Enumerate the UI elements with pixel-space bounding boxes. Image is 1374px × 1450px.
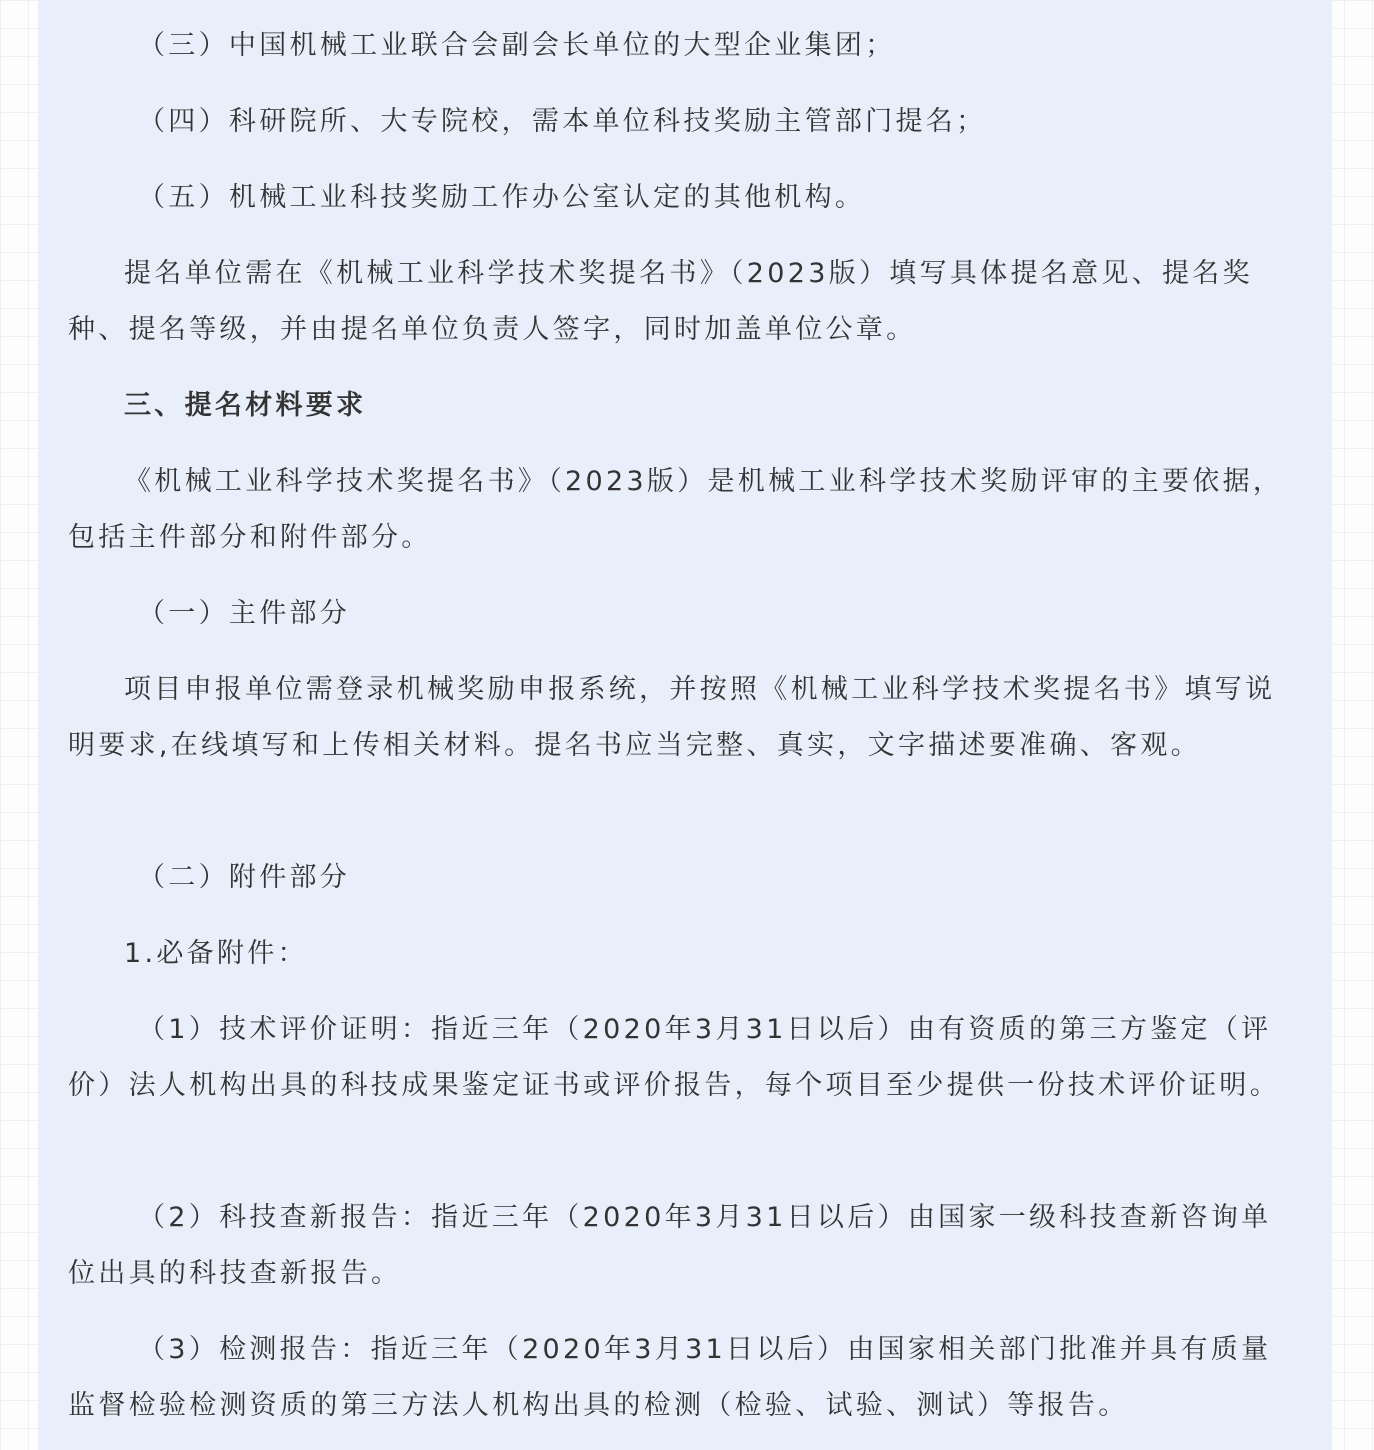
subheading-main-part: （一）主件部分 <box>138 598 351 629</box>
subheading-attachments: （二）附件部分 <box>138 862 351 893</box>
paragraph-main-part-details: 项目申报单位需登录机械奖励申报系统，并按照《机械工业科学技术奖提名书》填写说明要求,在线填写和上传相关材料。提名书应当完整、真实，文字描述要准确、客观。 <box>68 674 1276 761</box>
paragraph-nominator-requirement: 提名单位需在《机械工业科学技术奖提名书》（2023版）填写具体提名意见、提名奖种、提名等级，并由提名单位负责人签字，同时加盖单位公章。 <box>68 258 1253 345</box>
section-heading-materials: 三、提名材料要求 <box>124 390 367 421</box>
paragraph-tech-evaluation: （1）技术评价证明：指近三年（2020年3月31日以后）由有资质的第三方鉴定（评价）法人机构出具的科技成果鉴定证书或评价报告，每个项目至少提供一份技术评价证明。 <box>68 1014 1280 1101</box>
paragraph-org-type-3: （三）中国机械工业联合会副会长单位的大型企业集团； <box>138 30 896 61</box>
paragraph-novelty-report: （2）科技查新报告：指近三年（2020年3月31日以后）由国家一级科技查新咨询单位出具的科技查新报告。 <box>68 1202 1272 1289</box>
paragraph-nomination-book-intro: 《机械工业科学技术奖提名书》（2023版）是机械工业科学技术奖励评审的主要依据，包括主件部分和附件部分。 <box>68 466 1284 553</box>
subheading-required-attachments: 1.必备附件： <box>124 938 308 969</box>
paragraph-test-report: （3）检测报告：指近三年（2020年3月31日以后）由国家相关部门批准并具有质量监督检验检测资质的第三方法人机构出具的检测（检验、试验、测试）等报告。 <box>68 1334 1272 1421</box>
paragraph-org-type-4: （四）科研院所、大专院校，需本单位科技奖励主管部门提名； <box>138 106 987 137</box>
paragraph-org-type-5: （五）机械工业科技奖励工作办公室认定的其他机构。 <box>138 182 866 213</box>
